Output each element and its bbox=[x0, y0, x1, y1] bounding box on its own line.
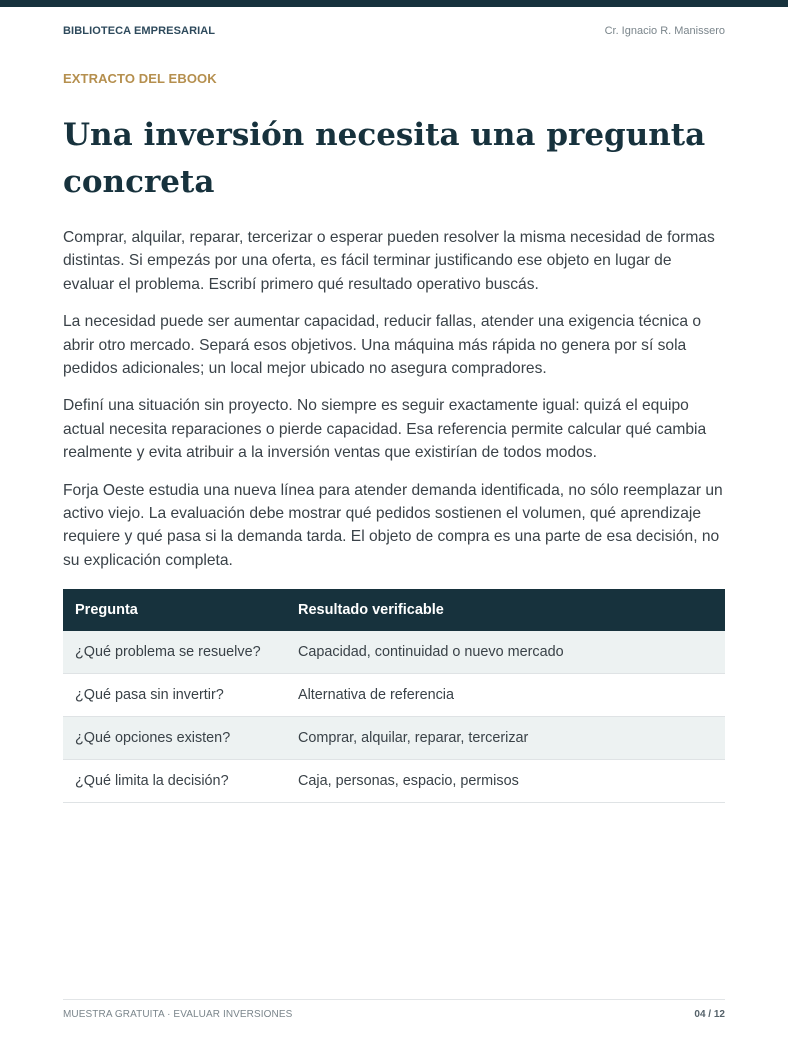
paragraph: La necesidad puede ser aumentar capacidad, reducir fallas, atender una exigencia técnica o abrir otro mercado. Separá esos objetivos. Una máquina más rápida no genera por sí sola pedidos adicionales; un local mejor ubicado no asegura compradores. bbox=[63, 313, 702, 378]
paragraph: Forja Oeste estudia una nueva línea para atender demanda identificada, no sólo reemplazar un activo viejo. La evaluación debe mostrar qué pedidos sostienen el volumen, qué aprendizaje requiere y qué pasa si la demanda tarda. El objeto de compra es una parte de esa decisión, no su explicación completa. bbox=[63, 481, 723, 569]
table-row bbox=[63, 760, 725, 803]
top-accent-bar bbox=[0, 0, 788, 7]
column-header-result: Resultado verificable bbox=[298, 602, 444, 618]
page-number: 04 / 12 bbox=[694, 1009, 725, 1020]
paragraph: Definí una situación sin proyecto. No siempre es seguir exactamente igual: quizá el equipo actual necesita reparaciones o pierde capacidad. Esa referencia permite calcular qué cambia realmente y evita atribuir a la inversión ventas que existirían de todos modos. bbox=[63, 397, 707, 462]
page-header bbox=[63, 25, 725, 39]
author-name: Cr. Ignacio R. Manissero bbox=[604, 25, 725, 37]
footer-label: MUESTRA GRATUITA · EVALUAR INVERSIONES bbox=[63, 1009, 293, 1020]
question-cell: ¿Qué problema se resuelve? bbox=[63, 631, 286, 674]
question-cell: ¿Qué limita la decisión? bbox=[63, 760, 286, 803]
paragraph: Comprar, alquilar, reparar, tercerizar o esperar pueden resolver la misma necesidad de formas distintas. Si empezás por una oferta, es fácil terminar justificando ese objeto en lugar de evaluar el problema. Escribí primero qué resultado operativo buscás. bbox=[63, 229, 715, 293]
page-footer bbox=[63, 999, 725, 1030]
result-cell: Caja, personas, espacio, permisos bbox=[286, 760, 725, 803]
questions-table bbox=[63, 589, 725, 803]
question-cell: ¿Qué opciones existen? bbox=[63, 717, 286, 760]
result-cell: Alternativa de referencia bbox=[286, 674, 725, 717]
section-eyebrow: EXTRACTO DEL EBOOK bbox=[63, 71, 217, 86]
result-cell: Capacidad, continuidad o nuevo mercado bbox=[286, 631, 725, 674]
result-cell: Comprar, alquilar, reparar, tercerizar bbox=[286, 717, 725, 760]
article-body bbox=[63, 226, 726, 586]
brand-label: BIBLIOTECA EMPRESARIAL bbox=[63, 25, 216, 37]
column-header-question: Pregunta bbox=[75, 602, 138, 618]
table-row bbox=[63, 674, 725, 717]
table-row bbox=[63, 631, 725, 674]
table-row bbox=[63, 717, 725, 760]
page-title: Una inversión necesita una pregunta concreta bbox=[63, 117, 706, 200]
table-header-row bbox=[63, 589, 725, 631]
question-cell: ¿Qué pasa sin invertir? bbox=[63, 674, 286, 717]
